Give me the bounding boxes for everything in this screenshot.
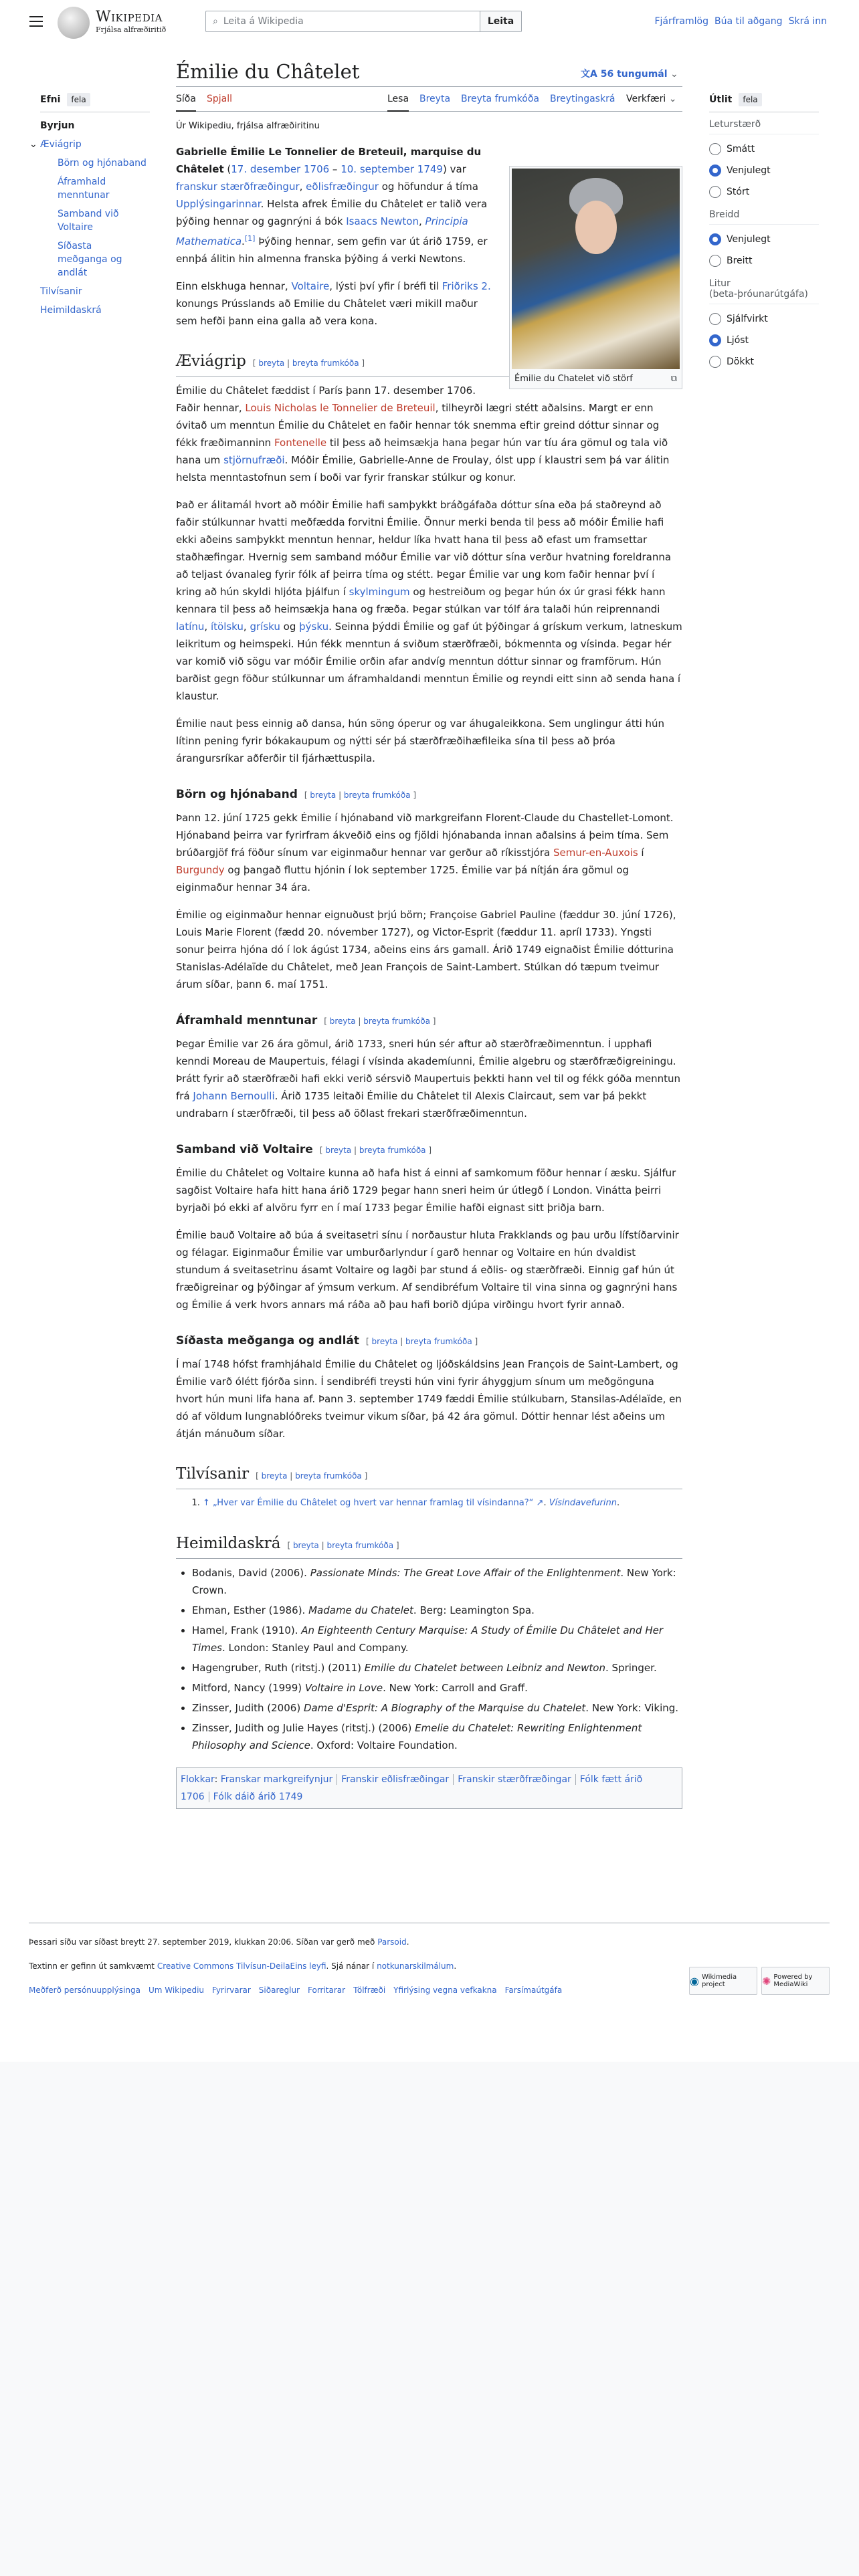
edit-link[interactable]: breyta (310, 790, 337, 800)
toc-item-heimildaskra[interactable]: Heimildaskrá (40, 305, 102, 316)
text-run: , (418, 215, 425, 227)
link[interactable]: ↑ (203, 1498, 213, 1508)
category-link[interactable]: Franskar markgreifynjur (220, 1774, 333, 1785)
toc-item-aeviagrip[interactable] (29, 138, 150, 151)
text-run: , tilheyrði lægri stétt aðalsins. Margt er enn óvitað um menntun Émilie du Châtelet en faðir hennar tók snemma eftir greind dóttur sinnar og fékk fræðimanninn (176, 402, 660, 449)
search-button[interactable]: Leita (480, 11, 521, 31)
text-run: Þegar Émilie var 26 ára gömul, árið 1733, sneri hún sér aftur að stærðfræðimenntun. Í upphafi kenndi Moreau de Maupertuis, félagi í vísinda akademíunni, Émilie algebru og stærðfræðigreiningu. Þrátt fyrir að stærðfræði hafi ekki verið sérsvið Maupertuis þekkti hann vel til og fékk góða menntun frá (176, 1038, 681, 1102)
header (0, 0, 859, 44)
text-run: Einn elskhuga hennar, (176, 280, 292, 292)
text-run: Bodanis, David (2006). (192, 1567, 310, 1579)
wikimedia-project-badge[interactable] (689, 1967, 757, 1995)
text-run: . Seinna þýddi Émilie og gaf út þýðingar á grískum verkum, latneskum leikritum og heimspeki. Hún fékk menntun á sviðum stærðfræði, bókmennta og vísinda. Þegar hér var komið við sögu var móðir Émilie orðin afar andvíg menntun dóttur sinnar og framförum. Hún barðist gegn föður stúlkunnar um áframhaldandi menntun Émilie og reyndi eitt sinn að senda hana í klaustur. (176, 621, 682, 702)
link[interactable]: grísku (250, 621, 280, 633)
text-run: Dame d'Esprit: A Biography of the Marquise du Chatelet (303, 1702, 586, 1714)
footer-link[interactable]: Meðferð persónuupplýsinga (29, 1985, 140, 1995)
edit-link[interactable]: breyta (258, 358, 285, 368)
link[interactable]: skylmingum (349, 586, 410, 598)
paragraph (176, 382, 682, 486)
radio-label: Venjulegt (727, 165, 771, 176)
link[interactable]: Principia Mathematica (176, 215, 468, 247)
link[interactable]: „Hver var Émilie du Châtelet og hvert var hennar framlag til vísindanna?“ ↗ (213, 1498, 544, 1508)
text-run: Ehman, Esther (1986). (192, 1604, 309, 1616)
bibliography-item (192, 1699, 682, 1717)
text-run: Émilie naut þess einnig að dansa, hún söng óperur og var áhugaleikkona. Sem unglingur átti hún lítinn pening fyrir bókakaupum og nýtti sér þá stærðfræðihæfileika sína til þess að þróa árangursríkar aðferðir til fjárhættuspila. (176, 718, 665, 764)
categories-label-link[interactable]: Flokkar (181, 1774, 215, 1785)
heading-text: Börn og hjónaband (176, 788, 298, 801)
badge-text: Wikimedia project (701, 1973, 737, 1988)
toc-hide-button[interactable]: fela (67, 93, 90, 106)
radio-label: Ljóst (727, 335, 749, 346)
bracket: ] (361, 1471, 368, 1481)
section-heading (176, 1464, 682, 1489)
tab-page[interactable]: Síða (176, 94, 196, 112)
bracket: ] (425, 1146, 432, 1155)
page-tabs (176, 94, 682, 112)
text-run: Zinsser, Judith og Julie Hayes (ritstj.) (2006) (192, 1722, 415, 1734)
text-run: Voltaire in Love (304, 1682, 383, 1694)
text-run: . (242, 235, 245, 247)
link[interactable]: Parsoid (377, 1937, 407, 1947)
text-run: . (454, 1961, 457, 1971)
logo-title: Wikipedia (96, 9, 163, 25)
paragraph (176, 1226, 682, 1313)
link[interactable]: Johann Bernoulli (193, 1090, 275, 1102)
toc-item-tilvisanir[interactable]: Tilvísanir (40, 286, 82, 297)
font-size-options (709, 134, 819, 203)
link[interactable]: Vísindavefurinn (549, 1498, 617, 1508)
footer-link[interactable]: Fyrirvarar (212, 1985, 251, 1995)
tab-talk[interactable]: Spjall (207, 94, 233, 104)
image-caption: Émilie du Chatelet við störf (514, 374, 633, 384)
text-run: og höfundur á tíma (378, 181, 478, 193)
paragraph (176, 906, 682, 993)
text-run: An Eighteenth Century Marquise: A Study of Émilie Du Châtelet and Her Times (192, 1624, 664, 1654)
search-icon: ⌕ (213, 16, 218, 27)
text-run: konungs Prússlands að Emilie du Châtelet væri mikill maður sem hefði þann eina galla að vera kona. (176, 298, 478, 327)
paragraph (176, 1035, 682, 1122)
paragraph (176, 809, 682, 896)
text-run: , (204, 621, 211, 633)
footer-link[interactable]: Tölfræði (353, 1985, 386, 1995)
edit-links (320, 1146, 432, 1155)
tools-menu[interactable] (626, 94, 676, 112)
edit-links (253, 358, 365, 368)
link[interactable]: Isaacs Newton (346, 215, 419, 227)
mediawiki-logo-icon: ✺ (762, 1974, 771, 1988)
color-options (709, 304, 819, 372)
site-sub: Úr Wikipediu, frjálsa alfræðiritinu (176, 121, 320, 131)
edit-link[interactable]: breyta (329, 1016, 356, 1026)
bibliography-item (192, 1659, 682, 1677)
heading-text: Síðasta meðganga og andlát (176, 1334, 360, 1348)
color-label-text: Litur (709, 278, 731, 289)
radio-option[interactable] (709, 330, 819, 351)
category-link[interactable]: Franskir eðlisfræðingar (341, 1774, 450, 1785)
chevron-down-icon[interactable]: ⌄ (29, 139, 37, 150)
text-run: í (638, 847, 644, 859)
bracket: [ (287, 1541, 293, 1550)
radio-option[interactable] (709, 351, 819, 372)
appearance-title: Útlit (709, 94, 733, 105)
radio-option[interactable] (709, 229, 819, 250)
radio-button[interactable] (709, 165, 721, 177)
article-sections (176, 351, 682, 1442)
language-button[interactable] (581, 67, 678, 80)
text-run: Emilie du Chatelet between Leibniz and Newton (364, 1662, 605, 1674)
text-run: Passionate Minds: The Great Love Affair of the Enlightenment (310, 1567, 621, 1579)
link[interactable]: þýsku (299, 621, 329, 633)
link[interactable]: eðlisfræðingur (306, 181, 379, 193)
text-run: Gabrielle Émilie Le Tonnelier de Breteuil, marquise du Châtelet (176, 146, 482, 175)
bracket: ] (472, 1337, 478, 1346)
radio-label: Breitt (727, 255, 753, 266)
edit-source-link[interactable]: breyta frumkóða (363, 1016, 430, 1026)
toc-item-sidasta[interactable]: Síðasta meðganga og andlát (58, 241, 122, 278)
bracket: [ (304, 790, 310, 800)
section-heading (176, 1332, 682, 1350)
edit-source-link[interactable]: breyta frumkóða (326, 1541, 394, 1550)
color-label-sub: (beta-þróunarútgáfa) (709, 289, 808, 300)
text-run: . New York: Crown. (192, 1567, 676, 1596)
section-heading (176, 1141, 682, 1159)
footer (29, 1923, 830, 1996)
bibliography-item (192, 1602, 682, 1619)
link[interactable]: Semur-en-Auxois (553, 847, 638, 859)
tab-read[interactable]: Lesa (387, 94, 409, 112)
section-heading (176, 1533, 682, 1559)
radio-label: Dökkt (727, 356, 755, 367)
edit-link[interactable]: breyta (371, 1337, 398, 1346)
link[interactable]: Louis Nicholas le Tonnelier de Breteuil (245, 402, 436, 414)
toc-item-born[interactable]: Börn og hjónaband (58, 158, 147, 169)
bibliography-item (192, 1719, 682, 1754)
login-link[interactable]: Skrá inn (788, 16, 827, 27)
tab-edit-source[interactable]: Breyta frumkóða (461, 94, 539, 104)
text-run: , (243, 621, 250, 633)
bracket: [ (252, 358, 259, 368)
badge-text: Powered by MediaWiki (773, 1973, 813, 1988)
text-run: Madame du Chatelet (308, 1604, 413, 1616)
edit-source-link[interactable]: breyta frumkóða (405, 1337, 472, 1346)
radio-option[interactable] (709, 181, 819, 203)
last-modified (29, 1937, 830, 1947)
text-run: . Berg: Leamington Spa. (413, 1604, 535, 1616)
references-list (203, 1495, 682, 1512)
heading-text: Áframhald menntunar (176, 1014, 318, 1027)
text-run: og þangað fluttu hjónin í lok september 1725. Émilie var þá nítján ára gömul og eiginmaður hennar 34 ára. (176, 864, 629, 893)
text-run: . Móðir Émilie, Gabrielle-Anne de Froulay, ólst upp í klaustri sem þá var álitin helsta menntastofnun sem í boði var fyrir franskar stúlkur og konur. (176, 454, 670, 484)
donate-link[interactable]: Fjárframlög (654, 16, 708, 27)
search-placeholder: Leita á Wikipedia (223, 16, 304, 27)
bracket: [ (366, 1337, 372, 1346)
wikipedia-wordmark[interactable] (96, 9, 166, 35)
text-run: – (329, 163, 341, 175)
edit-link[interactable]: breyta (292, 1541, 319, 1550)
search-input[interactable] (206, 11, 480, 31)
link[interactable]: Friðriks 2. (442, 280, 491, 292)
wikipedia-globe-logo[interactable] (58, 7, 90, 39)
radio-button[interactable] (709, 186, 721, 198)
footer-link[interactable]: Um Wikipediu (148, 1985, 205, 1995)
radio-option[interactable] (709, 250, 819, 272)
text-run: til þess að heimsækja hana þegar hún var tíu ára gömul og tala við hana um (176, 437, 668, 466)
text-run: , lýsti því yfir í bréfi til (329, 280, 442, 292)
text-run: Það er álitamál hvort að móðir Émilie hafi samþykkt bráðgáfaða dóttur sína eða þá staðreynd að faðir stúlkunnar hvatti meðfædda forvitni Émilie. Önnur merki benda til þess að móðir Émilie hafi ekki aðeins samþykkt menntun hennar, heldur líka hvatt hana til þess að efast um framsettar staðhæfingar. Hvernig sem samband móður Émilie var við dóttur sína verður hvatning foreldranna að teljast óvanaleg fyrir fólk af þeirra tíma og stétt. Þegar Émilie var ung kom faðir hennar því í kring að hún skyldi hljóta þjálfun í (176, 499, 672, 598)
link[interactable]: 17. desember 1706 (231, 163, 330, 175)
search-form (205, 11, 522, 32)
edit-source-link[interactable]: breyta frumkóða (292, 358, 359, 368)
edit-links (324, 1016, 436, 1026)
text-run: ( (223, 163, 231, 175)
page-title: Émilie du Châtelet (176, 60, 360, 83)
radio-button[interactable] (709, 356, 721, 368)
width-options (709, 225, 819, 272)
radio-button[interactable] (709, 143, 721, 155)
logo-tagline: Frjálsa alfræðiritið (96, 25, 167, 34)
link[interactable]: Upplýsingarinnar (176, 198, 261, 210)
radio-label: Stórt (727, 187, 750, 197)
wikimedia-logo-icon: ◉ (690, 1974, 699, 1988)
text-run: Mitford, Nancy (1999) (192, 1682, 305, 1694)
tab-edit[interactable]: Breyta (419, 94, 451, 104)
paragraph (176, 715, 682, 767)
width-label: Breidd (709, 203, 819, 225)
footer-link[interactable]: Forritarar (308, 1985, 346, 1995)
reference-item (203, 1495, 682, 1512)
text-run: . Helsta afrek Émilie du Châtelet er talið vera þýðing hennar og gagnrýni á bók (176, 198, 488, 227)
text-run: Þessari síðu var síðast breytt 27. september 2019, klukkan 20:06. Síðan var gerð með (29, 1937, 378, 1947)
font-size-label: Leturstærð (709, 112, 819, 134)
separator: | (284, 358, 292, 368)
text-run: Í maí 1748 hófst framhjáhald Émilie du Châtelet og ljóðskáldsins Jean François de Saint-Lambert, og Émilie varð ólétt fjórða sinn. Í sendibréfi treysti hún vini fyrir áhyggjum sínum um meðgönguna hvort hún muni lifa hana af. Þann 3. september 1749 fæddi Émilie stúlkubarn, Stansilas-Adélaïde, en dó af völdum lungnablóðreks tveimur vikum síðar, þá 42 ára gömul. Dóttir hennar lést aðeins um átján mánuðum síðar. (176, 1358, 682, 1440)
text-run: Hamel, Frank (1910). (192, 1624, 302, 1636)
link[interactable]: Voltaire (291, 280, 330, 292)
toc-title: Efni (40, 94, 61, 105)
heading-text: Heimildaskrá (176, 1535, 281, 1552)
footer-link[interactable]: Farsímaútgáfa (504, 1985, 563, 1995)
radio-label: Smátt (727, 144, 755, 154)
text-run: . (617, 1498, 620, 1508)
edit-link[interactable]: breyta (325, 1146, 352, 1155)
appearance-hide-button[interactable]: fela (739, 93, 761, 106)
separator (453, 1774, 454, 1785)
text-run: Émilie du Châtelet og Voltaire kunna að hafa hist á einni af samkomum föður hennar í æsku. Sjálfur sagðist Voltaire hafa hitt hana árið 1729 þegar hann sneri heim úr útlegð í London. Vinátta þeirri byrjaði þó ekki af alvöru fyrr en í maí 1733 þegar Émilie hafði eignast sitt þriðja barn. (176, 1167, 676, 1214)
translate-icon: 文A (581, 69, 601, 80)
radio-option[interactable] (709, 138, 819, 160)
separator (575, 1774, 576, 1785)
chevron-down-icon: ⌄ (667, 69, 678, 80)
edit-links (366, 1337, 478, 1346)
infobox-image (509, 166, 682, 389)
text-run: Zinsser, Judith (2006) (192, 1702, 304, 1714)
bibliography-item (192, 1622, 682, 1656)
text-run: . Sjá nánar í (326, 1961, 377, 1971)
separator: | (318, 1541, 327, 1550)
color-label (709, 272, 819, 304)
bracket: ] (359, 358, 365, 368)
heading-text: Æviágrip (176, 352, 246, 370)
text-run: . New York: Carroll and Graff. (383, 1682, 528, 1694)
section-heading (176, 1012, 682, 1030)
link[interactable]: franskur stærðfræðingur (176, 181, 300, 193)
text-run: Þýðing hennar, sem gefin var út árið 1759, er ennþá álitin hin almenna franska þýðing á verki Newtons. (176, 235, 488, 265)
link[interactable]: 10. september 1749 (341, 163, 443, 175)
text-run: Émilie du Châtelet fæddist í París þann 17. desember 1706. Faðir hennar, (176, 385, 476, 414)
toc-item-start[interactable] (40, 119, 150, 132)
bracket: [ (324, 1016, 330, 1026)
radio-button[interactable] (709, 313, 721, 325)
portrait-image[interactable] (512, 169, 680, 369)
link[interactable]: latínu (176, 621, 205, 633)
radio-button[interactable] (709, 255, 721, 267)
footer-link[interactable]: Yfirlýsing vegna vefkakna (393, 1985, 497, 1995)
category-link[interactable]: Franskir stærðfræðingar (458, 1774, 571, 1785)
edit-links (287, 1541, 399, 1550)
categories-box (176, 1767, 682, 1809)
toc-item-aframhald[interactable]: Áframhald menntunar (58, 177, 110, 201)
section-heading (176, 786, 682, 804)
powered-by-mediawiki-badge[interactable] (761, 1967, 830, 1995)
separator: | (355, 1016, 364, 1026)
tab-history[interactable]: Breytingaskrá (550, 94, 615, 104)
toc-label: Æviágrip (40, 139, 82, 150)
bibliography-item (192, 1679, 682, 1697)
separator: | (351, 1146, 359, 1155)
text-run: Émilie og eiginmaður hennar eignuðust þrjú börn; Françoise Gabriel Pauline (fæddur 30. júní 1726), Louis Marie Florent (fædd 20. nóvember 1727), og Victor-Esprit (fæddur 11. apríl 1733). Yngsti sonur þeirra hjóna dó í lok ágúst 1734, aðeins eins árs gamall. Árið 1749 eignaðist Émilie dótturina Stanislas-Adélaïde du Châtelet, með Jean François de Saint-Lambert. Stúlkan dó tæpum tveimur árum síðar, þann 6. maí 1751. (176, 909, 676, 990)
separator: | (397, 1337, 406, 1346)
text-run: . Springer. (605, 1662, 657, 1674)
bracket: ] (410, 790, 417, 800)
bibliography-list (192, 1564, 682, 1754)
text-run: Émilie bauð Voltaire að búa á sveitasetri sínu í norðaustur hluta Frakklands og þau urðu lífstíðarvinir og félagar. Eiginmaður Émilie var umburðarlyndur í garð hennar og Voltaire en hún dvaldist stundum á sveitasetrinu ásamt Voltaire og lagði þar stund á eðlis- og stærðfræði. Einnig gaf hún út fræðigreinar og þýðingar af ýmsum verkum. Af sendibréfum Voltaire til vina sinna og gagnrýni hans og Émilie á verk hvors annars má ráða að þau hafi borið djúpa virðingu hvort fyrir annað. (176, 1229, 679, 1311)
separator: | (336, 790, 344, 800)
toc-label: Byrjun (40, 120, 75, 131)
user-links (654, 16, 827, 27)
text-run: . London: Stanley Paul and Company. (222, 1642, 409, 1654)
enlarge-icon[interactable]: ⧉ (670, 374, 677, 384)
toc-item-samband[interactable]: Samband við Voltaire (58, 209, 119, 233)
paragraph (176, 496, 682, 705)
appearance-panel (709, 91, 819, 372)
radio-option[interactable] (709, 308, 819, 330)
bracket: [ (319, 1146, 326, 1155)
category-link[interactable]: Fólk fætt árið 1706 (181, 1774, 643, 1802)
edit-source-link[interactable]: breyta frumkóða (343, 790, 411, 800)
text-run: og hestreiðum og þegar hún óx úr grasi fékk hann kennara til þess að heimsækja hana og fræða. Þegar stúlkan var tólf ára talaði hún reiprennandi (176, 586, 666, 615)
link[interactable]: [1] (244, 234, 256, 243)
chevron-down-icon: ⌄ (666, 94, 677, 104)
text-run: . Oxford: Voltaire Foundation. (310, 1739, 458, 1751)
link[interactable]: Fontenelle (274, 437, 327, 449)
footer-link[interactable]: Siðareglur (258, 1985, 300, 1995)
category-link[interactable]: Fólk dáið árið 1749 (213, 1792, 303, 1802)
link[interactable]: notkunarskilmálum (377, 1961, 454, 1971)
article-content (176, 118, 682, 1809)
paragraph (176, 1356, 682, 1442)
edit-source-link[interactable]: breyta frumkóða (295, 1471, 362, 1481)
text-run: . (543, 1498, 549, 1508)
edit-link[interactable]: breyta (261, 1471, 288, 1481)
text-run: . New York: Viking. (585, 1702, 679, 1714)
main-menu-button[interactable] (29, 16, 43, 27)
text-run: og (280, 621, 300, 633)
link[interactable]: stjörnufræði (223, 454, 285, 466)
bracket: ] (430, 1016, 436, 1026)
edit-links (256, 1471, 367, 1481)
text-run: Textinn er gefinn út samkvæmt (29, 1961, 157, 1971)
edit-links (304, 790, 416, 800)
heading-text: Tilvísanir (176, 1465, 250, 1483)
text-run: . (406, 1937, 409, 1947)
text-run: Emelie du Chatelet: Rewriting Enlightenment Philosophy and Science (192, 1722, 642, 1751)
heading-text: Samband við Voltaire (176, 1143, 313, 1156)
text-run: Hagengruber, Ruth (ritstj.) (2011) (192, 1662, 365, 1674)
text-run: . Árið 1735 leitaði Émilie du Châtelet til Alexis Claircaut, sem var þá þekkt undrabarn í stærðfræði, til þess að öðlast frekari stærðfræðimenntun. (176, 1090, 647, 1119)
link[interactable]: Burgundy (176, 864, 225, 876)
text-run: , (299, 181, 306, 193)
text-run: Þann 12. júní 1725 gekk Émilie í hjónaband við markgreifann Florent-Claude du Chastellet-Lomont. Hjónaband þeirra var fyrirfram ákveðið eins og fjöldi hjónabanda innan aðalsins á þeim tíma. Sem brúðargjöf frá föður sínum var eiginmaður hennar var gerður að ríkisstjóra (176, 812, 674, 859)
bracket: [ (256, 1471, 262, 1481)
link[interactable]: Creative Commons Tilvísun-DeilaEins leyfi (157, 1961, 326, 1971)
link[interactable]: ítölsku (210, 621, 244, 633)
colon: : (214, 1774, 221, 1785)
radio-label: Sjálfvirkt (727, 314, 768, 324)
edit-source-link[interactable]: breyta frumkóða (359, 1146, 426, 1155)
table-of-contents (29, 91, 150, 322)
bibliography-item (192, 1564, 682, 1599)
tools-label: Verkfæri (626, 94, 666, 104)
divider (176, 86, 682, 87)
paragraph (176, 1164, 682, 1216)
separator: | (287, 1471, 296, 1481)
radio-button[interactable] (709, 233, 721, 245)
language-count: 56 tungumál (600, 69, 668, 80)
radio-button[interactable] (709, 334, 721, 346)
text-run: ) var (442, 163, 466, 175)
create-account-link[interactable]: Búa til aðgang (714, 16, 783, 27)
radio-option[interactable] (709, 160, 819, 181)
bracket: ] (393, 1541, 399, 1550)
radio-label: Venjulegt (727, 234, 771, 245)
